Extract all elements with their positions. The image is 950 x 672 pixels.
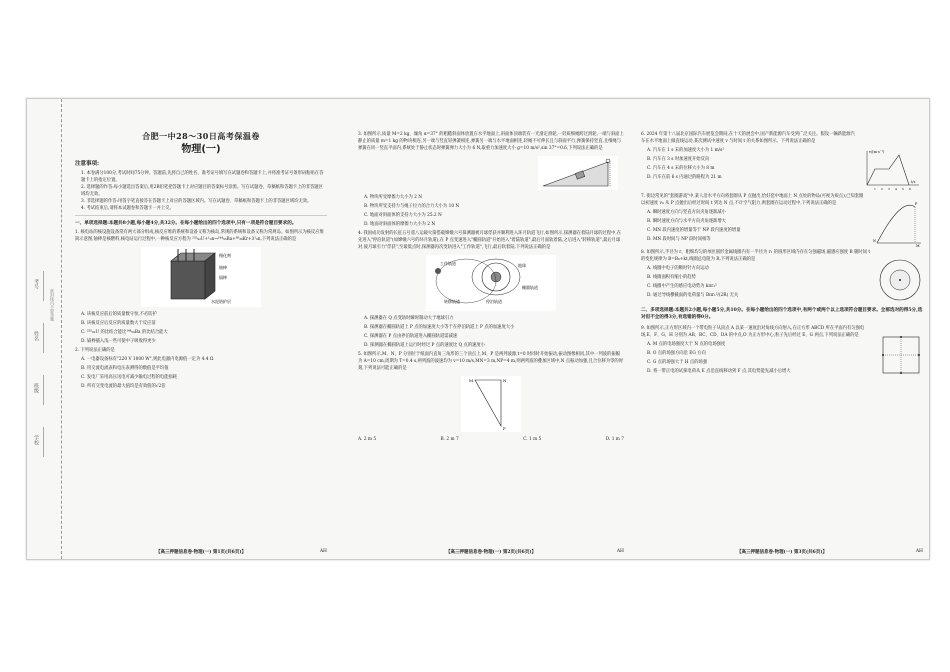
question-7-stem: 7. 街边常见的"套圈游戏"中,某人沿水平方向将套圈从 P 点抛出,恰好套中地面上 N 点处的物品(可视为质点),已知套圈以初速度 v₀ 从 P 点抛出后经过时间 t 到达 N 点,不计空气阻力,则套圈在运动过程中,下列说法正确的是 [641, 194, 864, 206]
orbit-figure [426, 255, 556, 311]
footer-page-3: 【高三押题信息卷·物理(一) 第3页(共6页)】 AH [737, 549, 923, 555]
q4-option-b: B. 探测器在椭圆轨道上 P 点的加速度大小等于在停泊轨道上 P 点的加速度大小 [364, 325, 515, 330]
vt-ylabel: v/(m·s⁻¹) [869, 150, 885, 154]
question-5-stem: 5. 如图所示,M、N、P 分别位于纸面内直角三角形的三个顶点上,M、P 是两列波源,t=0 时同时开始振动,振动图像相同,其中一列波的振幅为 A=10 cm,周期为 T=0.4 s,两列波的波速均为 v=10 m/s,MN=3 m,NP=4 m,则两列波的叠加区域中,N 点振动加强,且合位移为零的时刻,下列说法可能正确的是 [358, 352, 624, 371]
q7-option-c: C. MN 段内速度的增量等于 NP 段内速度的增量 [647, 228, 741, 233]
section-single-choice: 一、单项选择题:本题共8小题,每小题4分,共32分。在每小题给出的四个选项中,只有一项是符合题目要求的。 [75, 221, 297, 226]
vt-x-tick: 5 [902, 187, 904, 191]
fig-label-p: P [915, 202, 918, 206]
footer-page-1: 【高三押题信息卷·物理(一) 第1页(共6页)】 AH [156, 549, 327, 555]
q8-option-d: D. 通过导线横截面的电荷量与 Bπr₁²/(2R) 无关 [647, 293, 739, 298]
fig-label-m: M [469, 378, 474, 383]
fig-label-earth: 地球 [518, 263, 526, 268]
q5-option-d: D. 1 m 7 [605, 437, 624, 442]
q2-option-b: B. 用交流电流表和电压表测得的数值是平均值 [81, 366, 169, 371]
q5-options-row [358, 436, 624, 443]
question-3-stem: 3. 如图所示,质量 M=2 kg、倾角 α=37° 的粗糙斜面体放置在水平地面上,斜面体顶端装有一光滑定滑轮,一轻质细绳跨过滑轮,一端与斜面上静止的质量 m=1 kg 的物块相连,另一端与竖直轻弹簧相连,弹簧另一端与水平地面相连,轻绳不可伸长且与斜面平行,弹簧保持竖直,且细绳与弹簧在同一竖直平面内,系统处于静止状态时弹簧弹力大小为 6 N,取重力加速度大小 g=10 m/s²,sin 37°=0.6,下列说法正确的是 [358, 132, 624, 151]
reactor-figure [141, 247, 261, 307]
incline-figure [538, 156, 618, 190]
binding-label-class: 班级 [33, 383, 39, 393]
fig-label-m: M [916, 244, 920, 247]
question-9-stem: 9. 如图所示,正方形区域内一个带电粒子从顶点 A 以某一速度沿对角线方向射入,在正方形 ABCD 所在平面内有匀强电场,E、F、G、H 分别为 AB、BC、CD、DA 的中点,O 为正方形中心,粒子先后经过 E、G 两点,下列说法正确的是 [641, 326, 865, 338]
binding-label-exam-no: 考号 [33, 279, 39, 289]
square-field-figure [879, 333, 923, 377]
q6-option-c: C. 汽车在 4 s 末的位移大小为 8 m [647, 166, 715, 171]
coil-figure [877, 257, 923, 303]
q6-option-d: D. 汽车在前 6 s 内通过的路程为 21 m [647, 175, 722, 180]
fig-label-moderator: 慢化剂 [219, 253, 231, 258]
q9-option-d: D. 将一带正电的试探电荷从 E 点沿直线移动到 F 点,其电势能先减小后增大 [647, 369, 791, 374]
triangle-figure [461, 376, 521, 432]
notes-heading: 注意事项: [75, 161, 100, 167]
page-column-2 [358, 129, 624, 545]
fig-label-concrete: 水泥防护层 [211, 299, 231, 304]
fig-label-working-orbit: 工作轨道 [440, 261, 456, 266]
q8-option-a: A. 线圈中电子的顺时针方向运动 [647, 266, 709, 271]
vt-x-tick: 6 [909, 187, 911, 191]
projectile-figure [871, 197, 923, 247]
q5-option-c: C. 1 m 5 [523, 437, 542, 442]
fig-label-elliptic-orbit: 椭圆轨道 [522, 285, 538, 290]
fig-label-n: N [873, 239, 877, 243]
q7-option-a: A. 瞬时速度方向与竖直方向夹角逐渐减小 [647, 210, 726, 215]
question-8-stem: 8. 如图所示,半径为 r、粗细均匀的单匝圆形金属线圈内有一半径为 r₁ 的圆形区域内存在匀强磁场,磁感应强度 B 随时间 t 的变化规律为 B=B₀+kt,线圈总电阻为 R,下列说法正确的是 [641, 250, 871, 262]
q4-option-a: A. 探测器在 Q 点变轨时瞬时制动大于地球引力 [364, 316, 454, 321]
footer-ah: AH [616, 549, 624, 554]
q6-option-a: A. 汽车在 1 s 末的加速度大小为 1 m/s² [647, 148, 725, 153]
q6-option-b: B. 汽车在 3 s 时加速度开始反向 [647, 157, 710, 162]
binding-label-name: 姓名 [33, 331, 39, 341]
question-2-stem: 2. 下列说法正确的是 [75, 348, 115, 353]
q9-option-b: B. O 点的场强方向沿 EG 方向 [647, 351, 706, 356]
section-multiple-choice: 二、多项选择题:本题共2小题,每小题5分,共10分。在每小题给出的四个选项中,有两个或两个以上选项符合题目要求。全部选对的得5分,选对但不全的得3分,有选错的得0分。 [641, 308, 923, 320]
q9-option-c: C. G 点的场强大于 H 点的场强 [647, 360, 708, 365]
vt-x-tick: 1 [874, 187, 876, 191]
note-item: 3. 非选择题的作答:用签字笔直接答在答题卡上对应的答题区域内。写在试题卷、草稿纸和答题卡上的非答题区域均无效。 [81, 199, 312, 204]
q1-option-a: A. 该核反应前后的质量数守恒,不必防护 [81, 312, 157, 317]
note-item: 1. 本卷满分100分,考试时间75分钟。答题前,先将自己的姓名、准考证号填写在试题卷和答题卡上,并将准考证号条形码粘贴在答题卡上的指定位置。 [81, 171, 324, 183]
note-item: 2. 选择题的作答:每小题选出答案后,用2B铅笔把答题卡上对应题目的答案标号涂黑。写在试题卷、草稿纸和答题卡上的非答题区域均无效。 [81, 185, 323, 197]
q5-option-a: A. 2 m 5 [358, 437, 377, 442]
page-column-3 [641, 129, 923, 545]
q3-option-a: A. 物块所受摩擦力大小为 2 N [364, 195, 423, 200]
vt-x-tick: 2 [881, 187, 883, 191]
q1-option-c: C. ²³⁵₉₂U 的比结合能比¹⁴⁴₅₆Ba 的比结合能大 [81, 330, 168, 335]
q2-option-c: C. 发电厂采用高压送电可减少输电过程的电能损耗 [81, 375, 178, 380]
question-4-stem: 4. 我国成功发射的长征五号遥八运载火箭搭载嫦娥六号探测器被月球俘获并顺利进入环月轨道飞行,如图所示,探测器在着陆月球的过程中,在先进入"停泊轨道"(如嫦娥六号的环月轨道),在 P 点变速进入"椭圆轨道"开始进入"着陆轨道",最后月面软着陆,之后进入"转移轨道",最后月球对,彼月球引力"俘获",至最低点时,探测器再次变轨进入"工作轨道",飞行,最后软着陆,下列说法正确的是 [358, 231, 622, 250]
question-6-stem: 6. 2024 年第十八届北京国际汽车展览会期间,在十天的展会中,国产新能源汽车受到广泛关注。假设一辆新能源汽车在水平地面上做直线运动,某次测试中速度 v 与时间 t 的关系如图所示。下列说法正确的是 [641, 132, 855, 144]
q2-option-a: A. 一电器设备标有"220 V 1000 W",则此电器内电源值一定为 4.4 Ω [81, 357, 214, 362]
binding-label-school: 学校 [33, 435, 39, 445]
fig-label-cadmium-rod: 镉棒 [219, 275, 227, 280]
fig-label-parking-orbit: 停泊轨道 [486, 299, 502, 304]
note-item: 4. 考试结束后,请将本试题卷和答题卡一并上交。 [81, 206, 174, 211]
fig-label-transfer-orbit: 转移轨道 [444, 299, 460, 304]
page-column-1 [75, 129, 327, 545]
binding-margin [27, 99, 62, 559]
q9-option-a: A. M 点的电场强度大于 N 点的电场强度 [647, 342, 726, 347]
vt-x-tick: 4 [895, 187, 897, 191]
binding-inner-text: 密封线内不要答题 [50, 289, 55, 321]
q8-option-c: C. 线圈中产生的感应电动势为 kπr₁² [647, 284, 717, 289]
q2-option-d: D. 所有交变电流的最大值均是有效值的√2倍 [81, 384, 166, 389]
q8-option-b: B. 线圈面积有缩小的趋势 [647, 275, 696, 280]
q3-option-c: C. 地面对斜面体的支持力大小为 25.2 N [364, 213, 442, 218]
question-1-stem: 1. 核电站的核设施设备常有两大部分组成,核反应堆的系统和设备又称为核岛,常规的系统和设备又称为常规岛。如图所示为核反应堆简示意图,铀棒是核燃料,核电站运行过程中,一种核反应方程为 ²³⁵₉₂U+¹₀n→¹⁴⁴₅₆Ba+⁸⁹₃₆Kr+3¹₀n,下列说法正确的是 [75, 230, 324, 242]
vt-xlabel: t/s [911, 180, 916, 184]
q7-option-d: D. MN 段时间与 NP 段时间相等 [647, 237, 711, 242]
q1-option-d: D. 镉棒插入浅一些可使中子吸收得更少 [81, 339, 156, 344]
fig-label-n: N [503, 378, 507, 383]
exam-paper [26, 98, 930, 560]
q3-option-d: D. 地面对斜面体的摩擦力大小为 2 N [364, 222, 436, 227]
vt-x-tick: 3 [888, 187, 890, 191]
q7-option-b: B. 瞬时速度方向与水平方向夹角逐渐增大 [647, 219, 726, 224]
footer-ah: AH [915, 549, 923, 554]
footer-ah: AH [319, 549, 327, 554]
q4-option-d: D. 探测器在椭圆轨道上运行时经过 P 点的速度比 Q 点的速度小 [364, 343, 486, 348]
footer-page-2: 【高三押题信息卷·物理(一) 第2页(共6页)】 AH [446, 549, 624, 555]
fig-label-uranium-rod: 铀棒 [219, 265, 227, 270]
q1-option-b: B. 该核反应后反应的质量数大于反应前 [81, 321, 156, 326]
vt-graph [861, 147, 923, 191]
fig-label-p: P [503, 426, 506, 431]
subject-title: 物理(一) [181, 144, 221, 155]
q3-option-b: B. 物块所受支持力与绳子拉力的合力大小为 10 N [364, 204, 460, 209]
q5-option-b: B. 2 m 7 [440, 437, 459, 442]
q4-option-c: C. 探测器在 P 点由停泊轨道进入椭圆轨道需减速 [364, 334, 458, 339]
school-title: 合肥一中28～30日高考保温卷 [142, 131, 260, 141]
